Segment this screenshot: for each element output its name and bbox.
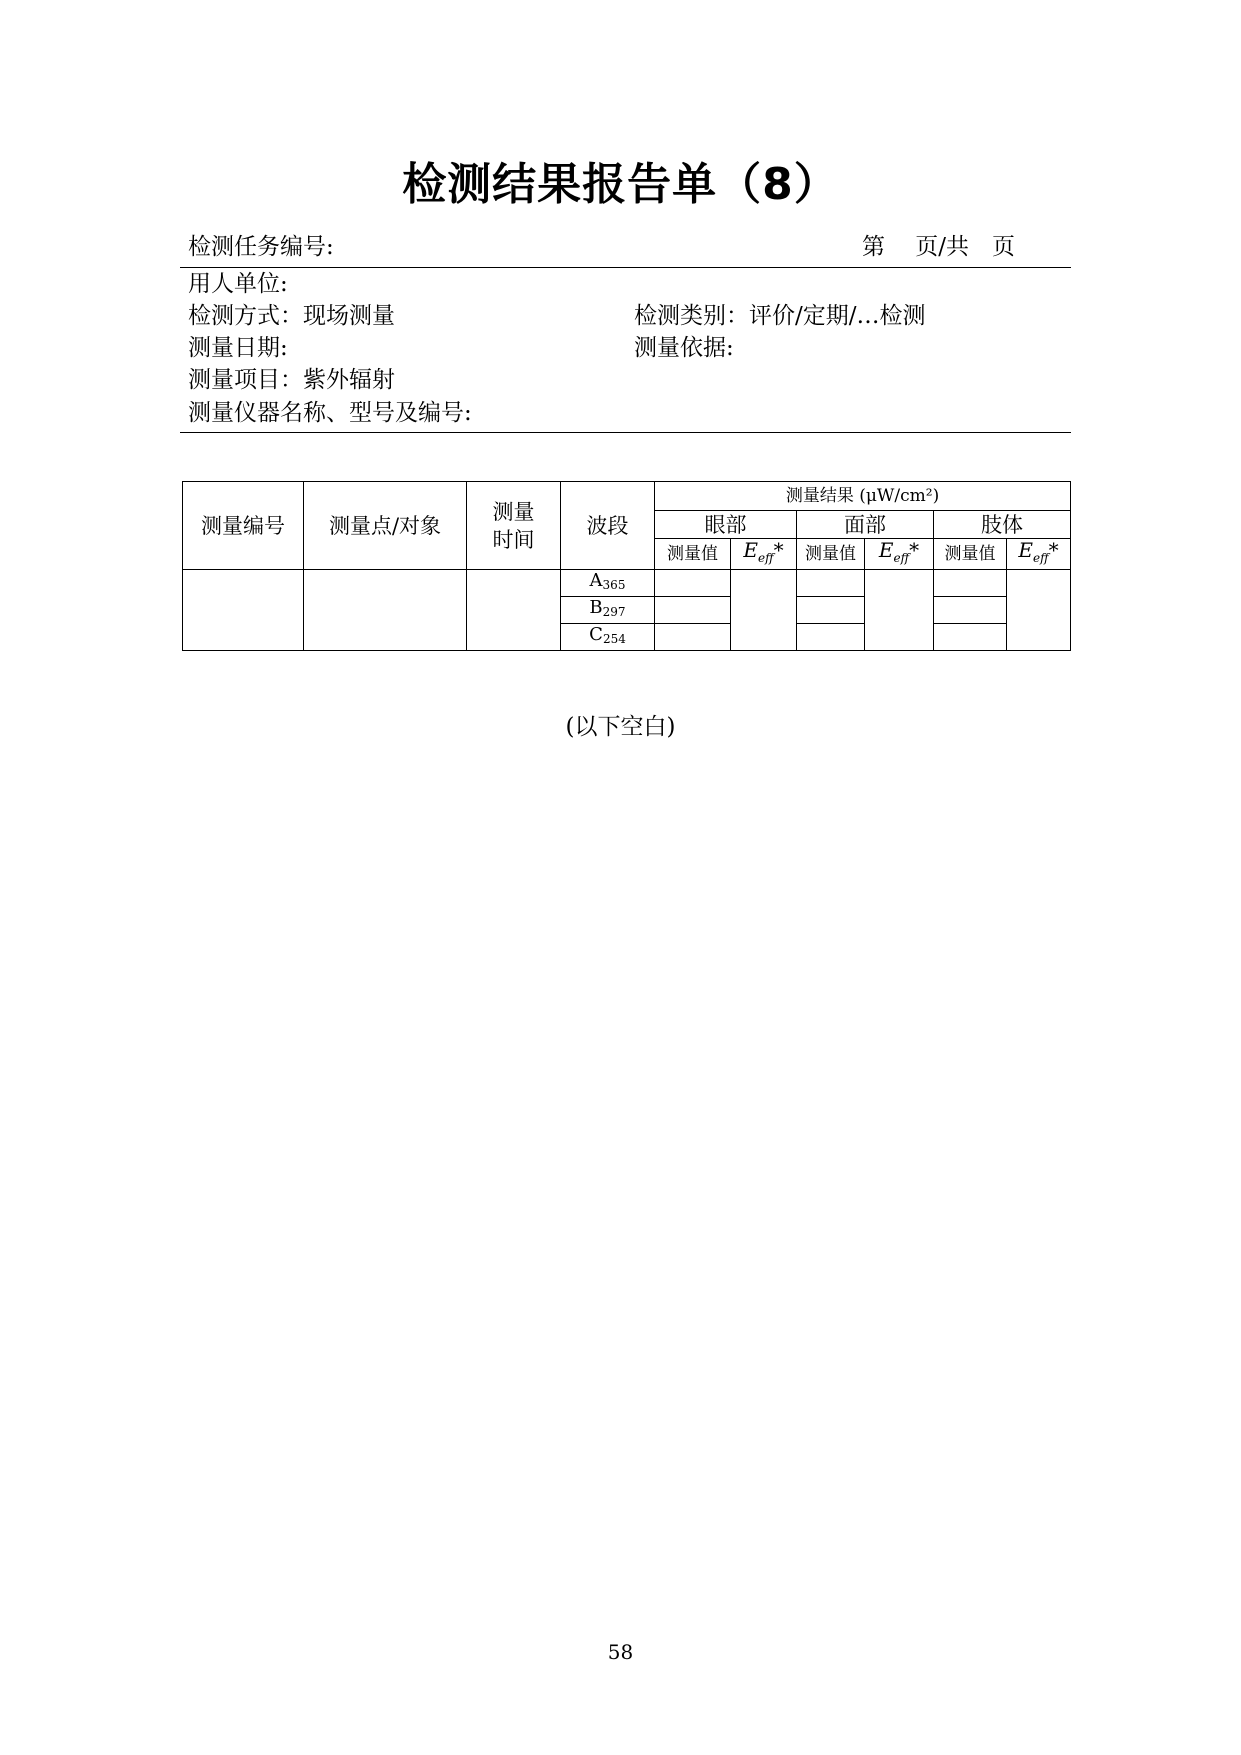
eye-eff-header xyxy=(731,539,797,570)
cell-point xyxy=(304,570,467,651)
page-number: 58 xyxy=(607,1640,634,1664)
band-letter: A xyxy=(589,570,603,591)
face-eff-cell xyxy=(865,570,934,651)
band-wavelength: 365 xyxy=(602,578,626,592)
eye-value-a xyxy=(655,570,731,597)
result-title: 测量结果 xyxy=(785,486,854,506)
face-value-b xyxy=(797,597,865,624)
eff-symbol: E xyxy=(1018,538,1034,562)
results-table xyxy=(182,481,1071,651)
band-c xyxy=(561,624,655,651)
group-eye: 眼部 xyxy=(655,511,797,539)
eye-value-b xyxy=(655,597,731,624)
eye-value-header: 测量值 xyxy=(655,539,731,570)
limb-eff-header xyxy=(1007,539,1071,570)
result-unit: (μW/cm²) xyxy=(859,486,940,506)
date-label: 测量日期: xyxy=(188,335,288,361)
eff-subscript: eff xyxy=(893,551,910,565)
header-time-line1: 测量 xyxy=(492,499,535,524)
band-wavelength: 254 xyxy=(602,632,626,646)
method-text: 检测方式：现场测量 xyxy=(188,303,395,329)
face-value-header: 测量值 xyxy=(797,539,865,570)
task-no-label: 检测任务编号: xyxy=(188,234,334,260)
header-time xyxy=(467,482,561,570)
eff-symbol: E xyxy=(743,538,758,562)
header-top-rule xyxy=(180,267,1071,268)
eff-subscript: eff xyxy=(758,551,774,565)
cell-id xyxy=(183,570,304,651)
eye-eff-cell xyxy=(731,570,797,651)
header-band: 波段 xyxy=(561,482,655,570)
limb-eff-cell xyxy=(1007,570,1071,651)
band-letter: C xyxy=(589,624,603,645)
limb-value-a xyxy=(934,570,1007,597)
limb-value-b xyxy=(934,597,1007,624)
band-b xyxy=(561,597,655,624)
face-value-c xyxy=(797,624,865,651)
limb-value-header: 测量值 xyxy=(934,539,1007,570)
face-value-a xyxy=(797,570,865,597)
instrument-label: 测量仪器名称、型号及编号: xyxy=(188,400,472,426)
header-bottom-rule xyxy=(180,432,1071,433)
eff-asterisk: * xyxy=(1048,538,1059,562)
item-text: 测量项目：紫外辐射 xyxy=(188,367,395,393)
header-time-line2: 时间 xyxy=(492,527,535,552)
page-info: 第 页/共 页 xyxy=(862,234,1016,260)
band-letter: B xyxy=(589,597,603,618)
band-a xyxy=(561,570,655,597)
group-limb: 肢体 xyxy=(934,511,1071,539)
basis-label: 测量依据: xyxy=(634,335,734,361)
employer-label: 用人单位: xyxy=(188,271,288,297)
cell-time xyxy=(467,570,561,651)
header-id: 测量编号 xyxy=(183,482,304,570)
page-title: 检测结果报告单（8） xyxy=(402,159,839,210)
category-text: 检测类别：评价/定期/…检测 xyxy=(634,303,926,329)
header-point: 测量点/对象 xyxy=(304,482,467,570)
blank-note: (以下空白) xyxy=(565,714,676,740)
eff-asterisk: * xyxy=(909,538,920,562)
eff-asterisk: * xyxy=(773,538,784,562)
eye-value-c xyxy=(655,624,731,651)
group-face: 面部 xyxy=(797,511,934,539)
header-result xyxy=(655,482,1071,511)
band-wavelength: 297 xyxy=(602,605,626,619)
eff-subscript: eff xyxy=(1033,551,1049,565)
eff-symbol: E xyxy=(878,538,894,562)
limb-value-c xyxy=(934,624,1007,651)
face-eff-header xyxy=(865,539,934,570)
